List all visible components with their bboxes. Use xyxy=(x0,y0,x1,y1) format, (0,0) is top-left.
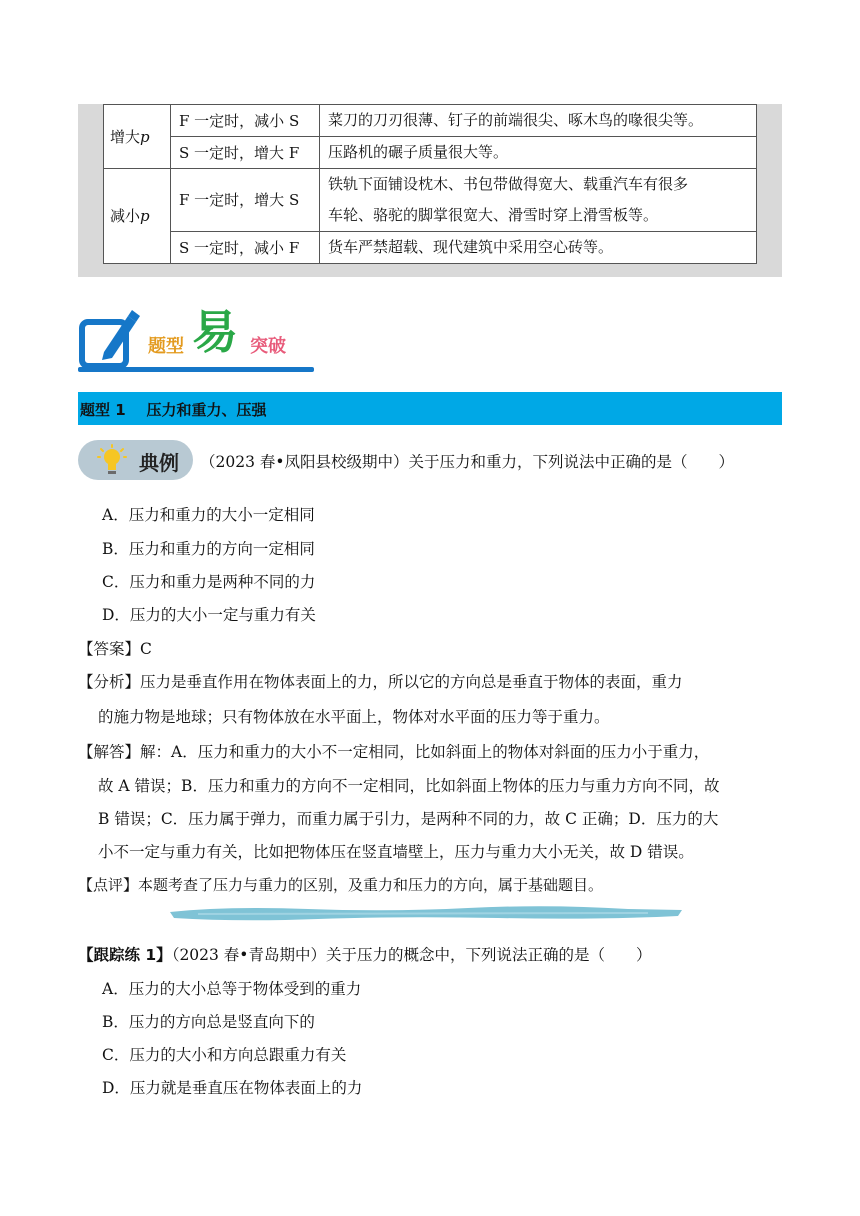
analysis-line xyxy=(78,670,683,692)
table-row xyxy=(104,169,757,232)
condition-cell xyxy=(171,169,320,232)
group-label: 增大 xyxy=(110,127,141,146)
pressure-methods-table xyxy=(103,104,757,264)
table-row xyxy=(104,105,757,137)
practice-question: （2023 春•青岛期中）关于压力的概念中，下列说法正确的是（ ） xyxy=(171,946,652,964)
comment-text: 本题考查了压力与重力的区别，及重力和压力的方向，属于基础题目。 xyxy=(138,876,604,894)
group-var: p xyxy=(140,207,150,225)
examples-cell xyxy=(320,169,757,232)
examples-text: 车轮、骆驼的脚掌很宽大、滑雪时穿上滑雪板等。 xyxy=(328,206,659,224)
table-row xyxy=(104,137,757,169)
condition-cell xyxy=(171,232,320,264)
banner-big-char: 易 xyxy=(192,305,238,359)
examples-text: 货车严禁超载、现代建筑中采用空心砖等。 xyxy=(328,238,614,256)
condition-text: F 一定时，减小 S xyxy=(179,111,300,130)
practice-tag: 【跟踪练 1】 xyxy=(78,946,172,964)
analysis-text: 压力是垂直作用在物体表面上的力，所以它的方向总是垂直于物体的表面，重力 xyxy=(140,673,683,691)
option-item: B．压力和重力的方向一定相同 xyxy=(102,540,315,558)
comment-line xyxy=(78,874,603,895)
examples-cell xyxy=(320,105,757,137)
option-item: D．压力的大小一定与重力有关 xyxy=(102,606,316,624)
condition-cell xyxy=(171,137,320,169)
example-question: （2023 春•凤阳县校级期中）关于压力和重力，下列说法中正确的是（ ） xyxy=(200,453,735,471)
group-label: 减小 xyxy=(110,207,141,225)
condition-text: S 一定时，增大 F xyxy=(179,143,300,162)
examples-text: 铁轨下面铺设枕木、书包带做得宽大、载重汽车有很多 xyxy=(328,175,689,193)
option-item: A．压力和重力的大小一定相同 xyxy=(102,506,315,524)
examples-text: 压路机的碾子质量很大等。 xyxy=(328,143,509,161)
section-title: 题型 1 压力和重力、压强 xyxy=(80,401,267,419)
option-item: C．压力的大小和方向总跟重力有关 xyxy=(102,1046,347,1064)
solution-text: 解：A．压力和重力的大小不一定相同，比如斜面上的物体对斜面的压力小于重力， xyxy=(140,743,710,761)
brush-divider xyxy=(168,904,684,924)
analysis-text-cont: 的施力物是地球；只有物体放在水平面上，物体对水平面的压力等于重力。 xyxy=(98,708,610,726)
condition-text: S 一定时，减小 F xyxy=(179,238,300,257)
solution-line xyxy=(78,740,709,762)
banner-underline xyxy=(78,367,314,372)
solution-text-cont: 小不一定与重力有关，比如把物体压在竖直墙壁上，压力与重力大小无关，故 D 错误。 xyxy=(98,843,694,861)
option-item: C．压力和重力是两种不同的力 xyxy=(102,573,316,591)
banner-right-text: 突破 xyxy=(250,336,286,357)
condition-text: F 一定时，增大 S xyxy=(179,191,300,209)
solution-text-cont: B 错误；C．压力属于弹力，而重力属于引力，是两种不同的力，故 C 正确；D．压力的大 xyxy=(98,810,719,828)
examples-cell xyxy=(320,232,757,264)
analysis-tag: 【分析】 xyxy=(78,673,141,691)
option-item: A．压力的大小总等于物体受到的重力 xyxy=(102,980,362,998)
answer-line xyxy=(78,637,152,659)
option-item: B．压力的方向总是竖直向下的 xyxy=(102,1013,315,1031)
condition-cell xyxy=(171,105,320,137)
examples-text: 菜刀的刀刃很薄、钉子的前端很尖、啄木鸟的喙很尖等。 xyxy=(328,111,704,129)
edit-icon xyxy=(82,310,140,366)
group-cell xyxy=(104,169,171,264)
banner-left-text: 题型 xyxy=(148,336,184,357)
comment-tag: 【点评】 xyxy=(78,876,139,894)
group-var: p xyxy=(140,127,150,146)
answer-value: C xyxy=(140,640,152,658)
lightbulb-icon xyxy=(96,444,128,478)
example-label: 典例 xyxy=(139,451,179,475)
solution-tag: 【解答】 xyxy=(78,743,141,761)
table-row xyxy=(104,232,757,264)
summary-table-panel xyxy=(78,104,782,277)
solution-text-cont: 故 A 错误；B．压力和重力的方向不一定相同，比如斜面上物体的压力与重力方向不同，故 xyxy=(98,777,720,795)
practice-question-line xyxy=(78,943,651,965)
group-cell xyxy=(104,105,171,169)
answer-tag: 【答案】 xyxy=(78,640,141,658)
option-item: D．压力就是垂直压在物体表面上的力 xyxy=(102,1079,363,1097)
examples-cell xyxy=(320,137,757,169)
